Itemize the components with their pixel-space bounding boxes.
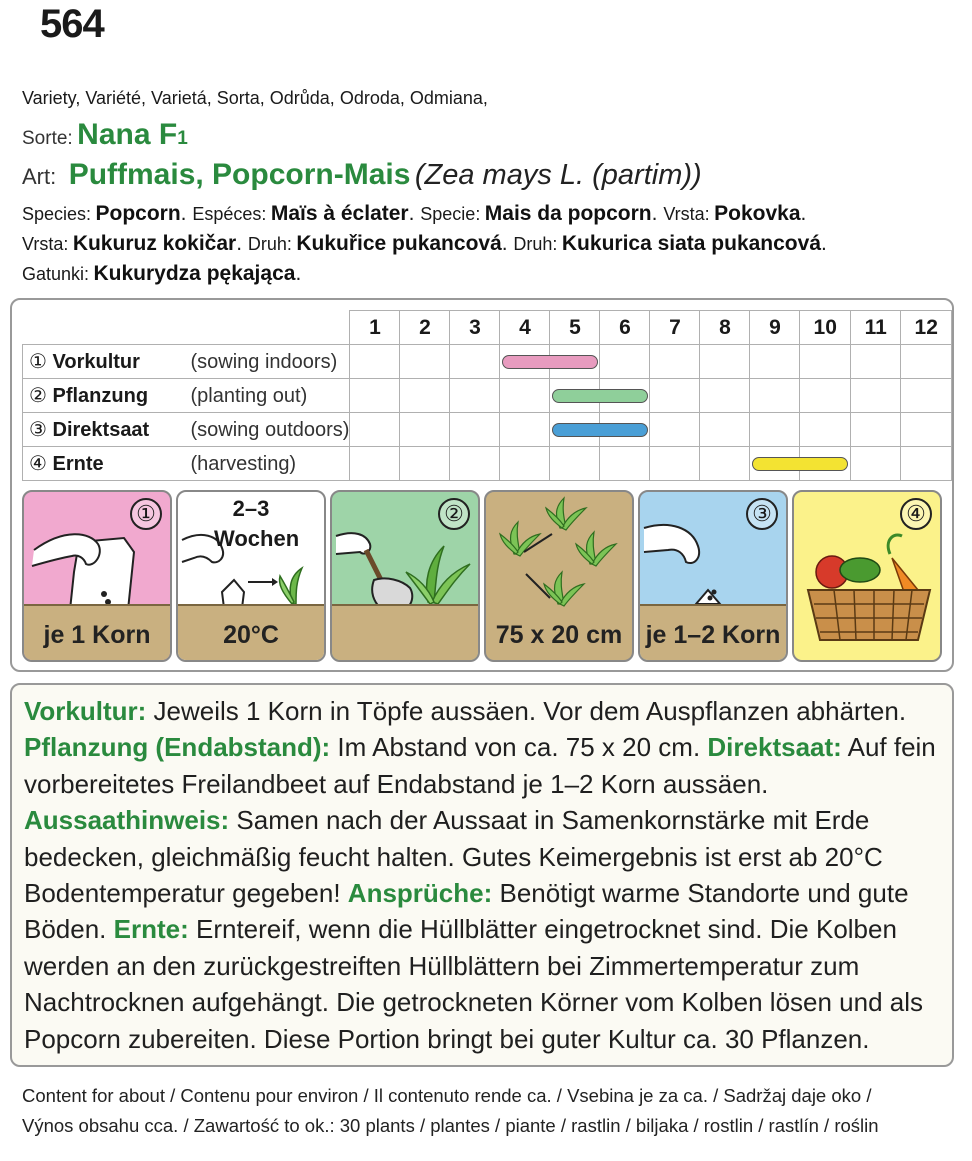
calendar-row-ernte: ④ Ernte (harvesting) (23, 447, 952, 481)
tile-badge: ④ (900, 498, 932, 530)
month-11: 11 (850, 311, 900, 345)
species-line-3: Gatunki: Kukurydza pękająca. (22, 262, 302, 285)
tile-badge: ② (438, 498, 470, 530)
calendar-bar-vorkultur (502, 355, 598, 369)
month-2: 2 (400, 311, 450, 345)
calendar-header-row (23, 311, 952, 345)
calendar-bar-direktsaat (552, 423, 648, 437)
art-value: Puffmais, Popcorn-Mais (68, 158, 411, 191)
tile-spacing (484, 490, 634, 662)
species-line-2: Vrsta: Kukuruz kokičar. Druh: Kukuřice pukancová. Druh: Kukurica siata pukancová. (22, 232, 827, 255)
month-5: 5 (550, 311, 600, 345)
month-1: 1 (350, 311, 400, 345)
growing-instructions (10, 683, 954, 1067)
tile-badge: ① (130, 498, 162, 530)
art-line (22, 158, 702, 192)
month-8: 8 (700, 311, 750, 345)
tile-planting-out (330, 490, 480, 662)
tile-germination (176, 490, 326, 662)
tile-caption: je 1–2 Korn (645, 621, 781, 649)
packet-number: 564 (40, 2, 104, 46)
sorte-label: Sorte: (22, 128, 73, 149)
calendar-bar-pflanzung (552, 389, 648, 403)
sorte-sub: 1 (177, 128, 188, 149)
tile-caption: je 1 Korn (43, 621, 151, 649)
month-3: 3 (450, 311, 500, 345)
instructions-text: Vorkultur: Jeweils 1 Korn in Töpfe aussäen. Vor dem Auspflanzen abhärten. Pflanzung (Endabstand): Im Abstand von ca. 75 x 20 cm. Direktsaat: Auf fein vorbereitetes Freilandbeet auf Endabstand je 1–2 Korn aussäen. Aussaathinweis: Samen nach der Aussaat in Samenkornstärke mit Erde bedecken, gleichmäßig feucht halten. Gutes Keimergebnis ist erst ab 20°C Bodentemperatur gegeben! Ansprüche: Benötigt warme Standorte und gute Böden. Ernte: Erntereif, wenn die Hüllblätter eingetrocknet sind. Die Kolben werden an den zurückgestreiften Hüllblättern bei Zimmertemperatur zum Nachtrocknen aufgehängt. Die getrockneten Körner vom Kolben lösen und als Popcorn zubereiten. Diese Portion bringt bei guter Kultur ca. 30 Pflanzen. (24, 696, 936, 1054)
calendar-row-vorkultur: ① Vorkultur (sowing indoors) (23, 345, 952, 379)
month-12: 12 (901, 311, 952, 345)
species-line-1: Species: Popcorn. Espéces: Maïs à éclater. Specie: Mais da popcorn. Vrsta: Pokovka. (22, 202, 807, 225)
calendar-row-direktsaat: ③ Direktsaat (sowing outdoors) (23, 413, 952, 447)
calendar-table (22, 310, 952, 481)
art-latin: (Zea mays L. (partim)) (414, 159, 702, 191)
tile-sowing-indoors (22, 490, 172, 662)
tile-badge: ③ (746, 498, 778, 530)
tile-sowing-outdoors (638, 490, 788, 662)
month-10: 10 (800, 311, 850, 345)
month-7: 7 (650, 311, 700, 345)
tile-top-text: 2–3 (232, 496, 270, 521)
tile-caption: 20°C (223, 621, 279, 649)
calendar-bar-ernte (752, 457, 848, 471)
tile-caption: 75 x 20 cm (495, 621, 623, 649)
sorte-value: Nana F (77, 118, 178, 151)
month-9: 9 (750, 311, 800, 345)
tile-top-text-2: Wochen (214, 526, 300, 551)
sowing-calendar (10, 298, 954, 672)
calendar-row-pflanzung: ② Pflanzung (planting out) (23, 379, 952, 413)
art-label: Art: (22, 164, 57, 189)
month-6: 6 (600, 311, 650, 345)
sorte-line (22, 118, 188, 152)
tile-harvesting (792, 490, 942, 662)
month-4: 4 (500, 311, 550, 345)
variety-line: Variety, Variété, Varietá, Sorta, Odrůda, Odroda, Odmiana, (22, 88, 488, 108)
footer-line-1: Content for about / Contenu pour environ / Il contenuto rende ca. / Vsebina je za ca. / Sadržaj daje oko / (22, 1085, 872, 1106)
footer-line-2: Výnos obsahu cca. / Zawartość to ok.: 30 plants / plantes / piante / rastlin / biljaka / rostlin / rastlín / roślin (22, 1115, 879, 1136)
